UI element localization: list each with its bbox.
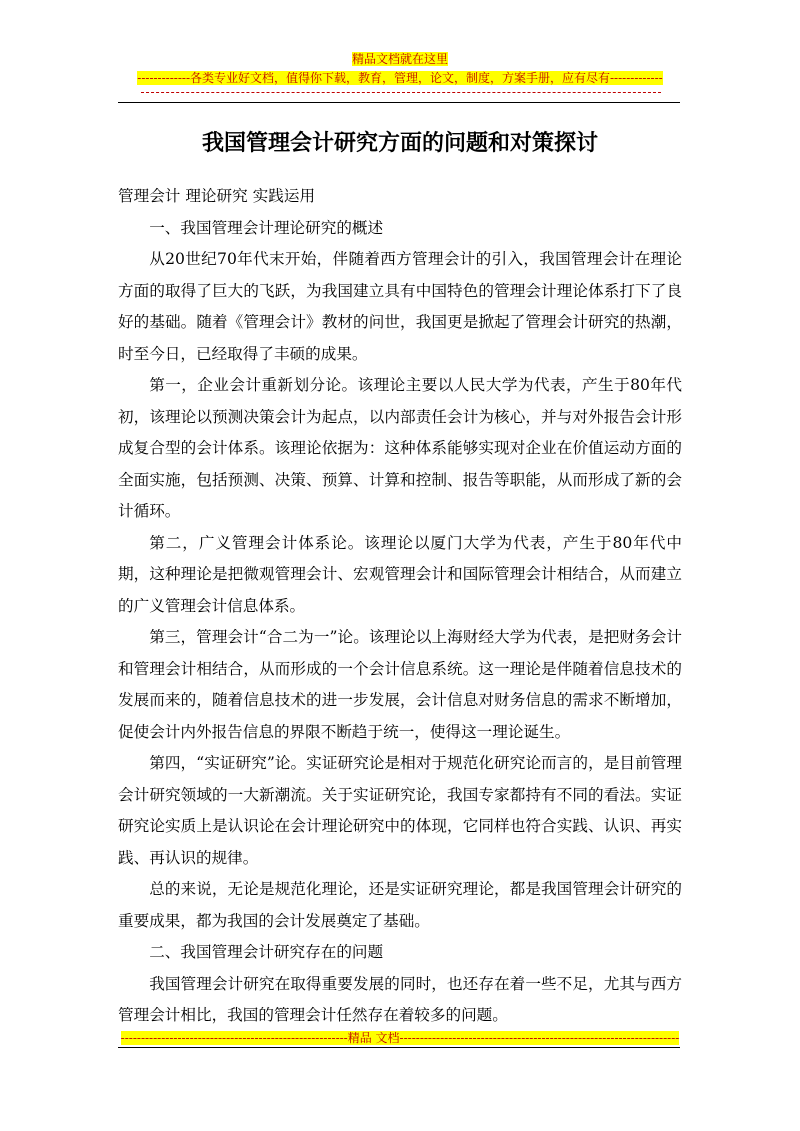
header-subtitle: -------------各类专业好文档，值得你下载，教育，管理，论文，制度，方案手册，应有尽有------------- <box>137 71 663 85</box>
section-heading: 二、我国管理会计研究存在的问题 <box>149 943 384 961</box>
paragraph: 第四，“实证研究”论。实证研究论是相对于规范化研究论而言的，是目前管理会计研究领域的一大新潮流。关于实证研究论，我国专家都持有不同的看法。实证研究论实质上是认识论在会计理论研究中的体现，它同样也符合实践、认识、再实践、再认识的规律。 <box>118 754 682 867</box>
paragraph: 第二，广义管理会计体系论。该理论以厦门大学为代表，产生于80年代中期，这种理论是把微观管理会计、宏观管理会计和国际管理会计相结合，从而建立的广义管理会计信息体系。 <box>118 533 682 615</box>
header-dashed-divider <box>141 92 661 93</box>
header-title: 精品文档就在这里 <box>351 52 448 66</box>
paragraph: 第一，企业会计重新划分论。该理论主要以人民大学为代表，产生于80年代初，该理论以预测决策会计为起点，以内部责任会计为核心，并与对外报告会计形成复合型的会计体系。该理论依据为：这种体系能够实现对企业在价值运动方面的全面实施，包括预测、决策、预算、计算和控制、报告等职能，从而形成了新的会计循环。 <box>118 376 682 520</box>
document-body <box>118 181 682 1032</box>
footer-rule <box>118 1047 680 1048</box>
paragraph: 我国管理会计研究在取得重要发展的同时，也还存在着一些不足，尤其与西方管理会计相比，我国的管理会计任然存在着较多的问题。 <box>118 974 682 1024</box>
document-title: 我国管理会计研究方面的问题和对策探讨 <box>201 131 598 156</box>
header-rule <box>118 102 680 103</box>
keywords-line: 管理会计 理论研究 实践运用 <box>118 187 316 205</box>
paragraph: 第三，管理会计“合二为一”论。该理论以上海财经大学为代表，是把财务会计和管理会计相结合，从而形成的一个会计信息系统。这一理论是伴随着信息技术的发展而来的，随着信息技术的进一步发展，会计信息对财务信息的需求不断增加，促使会计内外报告信息的界限不断趋于统一，使得这一理论诞生。 <box>118 628 682 741</box>
section-heading: 一、我国管理会计理论研究的概述 <box>149 218 384 237</box>
paragraph: 总的来说，无论是规范化理论，还是实证研究理论，都是我国管理会计研究的重要成果，都为我国的会计发展奠定了基础。 <box>118 880 682 930</box>
paragraph: 从20世纪70年代末开始，伴随着西方管理会计的引入，我国管理会计在理论方面的取得了巨大的飞跃，为我国建立具有中国特色的管理会计理论体系打下了良好的基础。随着《管理会计》教材的问世，我国更是掀起了管理会计研究的热潮，时至今日，已经取得了丰硕的成果。 <box>118 250 682 363</box>
footer-text: --------------------------------------------------------精品 文档--------------------------------------------------------------------- <box>120 1031 680 1045</box>
